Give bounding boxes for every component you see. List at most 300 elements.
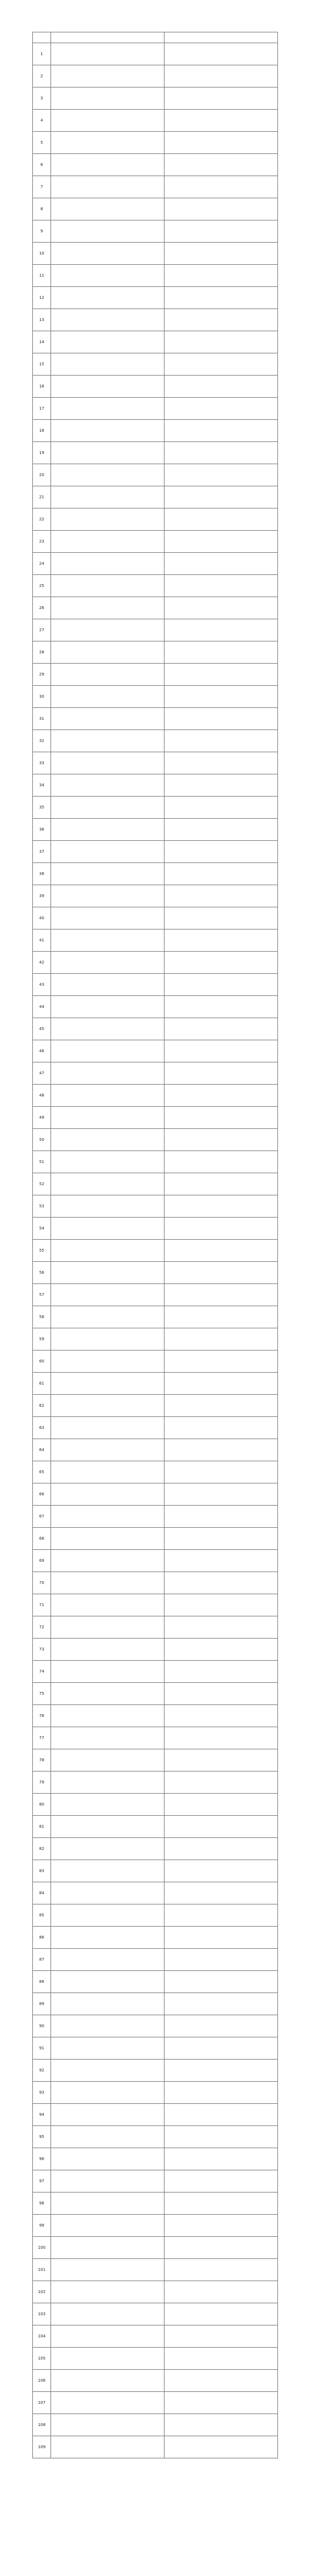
row-number: 96 xyxy=(33,2148,51,2170)
row-location xyxy=(51,1085,165,1107)
table-row xyxy=(33,1284,278,1306)
row-number: 69 xyxy=(33,1550,51,1572)
row-number: 24 xyxy=(33,553,51,575)
row-number: 84 xyxy=(33,1882,51,1904)
row-violation-type xyxy=(165,198,278,220)
table-row xyxy=(33,1306,278,1328)
row-number: 100 xyxy=(33,2237,51,2259)
row-number: 50 xyxy=(33,1129,51,1151)
row-number: 22 xyxy=(33,508,51,531)
table-row xyxy=(33,575,278,597)
row-location xyxy=(51,353,165,376)
row-violation-type xyxy=(165,2192,278,2215)
table-row xyxy=(33,1328,278,1350)
row-number: 9 xyxy=(33,220,51,243)
row-number: 72 xyxy=(33,1616,51,1639)
row-location xyxy=(51,1882,165,1904)
table-row xyxy=(33,1860,278,1882)
row-number: 82 xyxy=(33,1838,51,1860)
row-violation-type xyxy=(165,2237,278,2259)
row-number: 64 xyxy=(33,1439,51,1461)
row-location xyxy=(51,686,165,708)
row-violation-type xyxy=(165,1395,278,1417)
row-number: 3 xyxy=(33,87,51,110)
row-violation-type xyxy=(165,331,278,353)
row-number: 45 xyxy=(33,1018,51,1040)
table-row xyxy=(33,2148,278,2170)
table-row xyxy=(33,2259,278,2281)
row-location xyxy=(51,2259,165,2281)
row-number: 13 xyxy=(33,309,51,331)
table-row xyxy=(33,553,278,575)
table-row xyxy=(33,2237,278,2259)
row-number: 4 xyxy=(33,110,51,132)
row-violation-type xyxy=(165,265,278,287)
row-location xyxy=(51,1616,165,1639)
row-location xyxy=(51,1860,165,1882)
row-location xyxy=(51,154,165,176)
row-violation-type xyxy=(165,1085,278,1107)
row-violation-type xyxy=(165,885,278,907)
row-number: 11 xyxy=(33,265,51,287)
row-number: 47 xyxy=(33,1062,51,1085)
row-location xyxy=(51,1040,165,1062)
header-number xyxy=(33,32,51,43)
row-violation-type xyxy=(165,1572,278,1594)
row-violation-type xyxy=(165,464,278,486)
row-number: 40 xyxy=(33,907,51,929)
row-violation-type xyxy=(165,2037,278,2060)
row-number: 98 xyxy=(33,2192,51,2215)
table-row xyxy=(33,1971,278,1993)
row-violation-type xyxy=(165,1483,278,1506)
row-location xyxy=(51,331,165,353)
row-number: 19 xyxy=(33,442,51,464)
table-row xyxy=(33,797,278,819)
row-location xyxy=(51,1594,165,1616)
row-location xyxy=(51,2192,165,2215)
row-location xyxy=(51,1506,165,1528)
row-location xyxy=(51,1483,165,1506)
row-number: 10 xyxy=(33,243,51,265)
row-violation-type xyxy=(165,1816,278,1838)
table-row xyxy=(33,708,278,730)
row-location xyxy=(51,2325,165,2348)
row-violation-type xyxy=(165,1284,278,1306)
table-row xyxy=(33,65,278,87)
row-number: 59 xyxy=(33,1328,51,1350)
table-row xyxy=(33,2192,278,2215)
table-row xyxy=(33,2281,278,2303)
row-location xyxy=(51,1350,165,1373)
row-violation-type xyxy=(165,1749,278,1771)
row-number: 79 xyxy=(33,1771,51,1794)
row-violation-type xyxy=(165,797,278,819)
table-row xyxy=(33,1483,278,1506)
row-number: 54 xyxy=(33,1218,51,1240)
row-location xyxy=(51,486,165,508)
row-location xyxy=(51,87,165,110)
table-row xyxy=(33,1417,278,1439)
table-row xyxy=(33,265,278,287)
row-number: 66 xyxy=(33,1483,51,1506)
row-violation-type xyxy=(165,1373,278,1395)
row-location xyxy=(51,2015,165,2037)
row-violation-type xyxy=(165,730,278,752)
row-number: 12 xyxy=(33,287,51,309)
table-row xyxy=(33,176,278,198)
row-violation-type xyxy=(165,1616,278,1639)
row-number: 77 xyxy=(33,1727,51,1749)
row-violation-type xyxy=(165,2104,278,2126)
row-violation-type xyxy=(165,65,278,87)
table-row xyxy=(33,641,278,664)
row-location xyxy=(51,1904,165,1927)
row-violation-type xyxy=(165,1771,278,1794)
row-location xyxy=(51,1262,165,1284)
row-location xyxy=(51,132,165,154)
table-row xyxy=(33,442,278,464)
row-location xyxy=(51,2370,165,2392)
row-violation-type xyxy=(165,1018,278,1040)
row-violation-type xyxy=(165,2060,278,2082)
row-location xyxy=(51,752,165,774)
row-number: 104 xyxy=(33,2325,51,2348)
row-location xyxy=(51,2281,165,2303)
row-violation-type xyxy=(165,1661,278,1683)
row-violation-type xyxy=(165,641,278,664)
row-violation-type xyxy=(165,1439,278,1461)
row-location xyxy=(51,619,165,641)
row-location xyxy=(51,1107,165,1129)
table-row xyxy=(33,597,278,619)
table-row xyxy=(33,376,278,398)
table-row xyxy=(33,309,278,331)
row-number: 56 xyxy=(33,1262,51,1284)
row-location xyxy=(51,309,165,331)
table-row xyxy=(33,1107,278,1129)
row-number: 73 xyxy=(33,1639,51,1661)
row-location xyxy=(51,243,165,265)
row-number: 88 xyxy=(33,1971,51,1993)
row-location xyxy=(51,1240,165,1262)
row-number: 87 xyxy=(33,1949,51,1971)
row-number: 33 xyxy=(33,752,51,774)
row-number: 74 xyxy=(33,1661,51,1683)
row-location xyxy=(51,1218,165,1240)
header-location xyxy=(51,32,165,43)
row-location xyxy=(51,885,165,907)
row-violation-type xyxy=(165,1727,278,1749)
table-row xyxy=(33,2126,278,2148)
row-number: 42 xyxy=(33,952,51,974)
row-violation-type xyxy=(165,929,278,952)
table-row xyxy=(33,1173,278,1195)
row-location xyxy=(51,176,165,198)
row-violation-type xyxy=(165,841,278,863)
row-location xyxy=(51,907,165,929)
row-number: 26 xyxy=(33,597,51,619)
row-violation-type xyxy=(165,2082,278,2104)
row-location xyxy=(51,2392,165,2414)
table-row xyxy=(33,398,278,420)
table-row xyxy=(33,841,278,863)
table-row xyxy=(33,1727,278,1749)
row-number: 38 xyxy=(33,863,51,885)
row-violation-type xyxy=(165,1173,278,1195)
table-row xyxy=(33,220,278,243)
row-violation-type xyxy=(165,1262,278,1284)
row-violation-type xyxy=(165,486,278,508)
table-row xyxy=(33,1262,278,1284)
row-location xyxy=(51,442,165,464)
row-number: 105 xyxy=(33,2348,51,2370)
row-location xyxy=(51,2082,165,2104)
row-violation-type xyxy=(165,508,278,531)
row-violation-type xyxy=(165,87,278,110)
table-row xyxy=(33,464,278,486)
row-location xyxy=(51,1927,165,1949)
row-violation-type xyxy=(165,575,278,597)
row-violation-type xyxy=(165,2148,278,2170)
row-number: 52 xyxy=(33,1173,51,1195)
table-row xyxy=(33,929,278,952)
row-location xyxy=(51,2215,165,2237)
row-number: 5 xyxy=(33,132,51,154)
row-location xyxy=(51,2303,165,2325)
row-location xyxy=(51,974,165,996)
table-row xyxy=(33,863,278,885)
monitoring-table xyxy=(32,32,278,2458)
row-location xyxy=(51,996,165,1018)
row-location xyxy=(51,43,165,65)
row-violation-type xyxy=(165,2215,278,2237)
row-violation-type xyxy=(165,597,278,619)
row-violation-type xyxy=(165,708,278,730)
row-number: 39 xyxy=(33,885,51,907)
table-row xyxy=(33,996,278,1018)
row-location xyxy=(51,198,165,220)
row-location xyxy=(51,575,165,597)
row-number: 93 xyxy=(33,2082,51,2104)
row-location xyxy=(51,1328,165,1350)
row-violation-type xyxy=(165,1794,278,1816)
row-number: 14 xyxy=(33,331,51,353)
table-row xyxy=(33,2060,278,2082)
row-location xyxy=(51,1683,165,1705)
table-row xyxy=(33,1018,278,1040)
row-location xyxy=(51,1816,165,1838)
row-location xyxy=(51,553,165,575)
row-location xyxy=(51,1572,165,1594)
row-violation-type xyxy=(165,1927,278,1949)
row-violation-type xyxy=(165,1882,278,1904)
row-violation-type xyxy=(165,176,278,198)
row-violation-type xyxy=(165,2414,278,2436)
table-row xyxy=(33,1661,278,1683)
row-violation-type xyxy=(165,309,278,331)
row-number: 62 xyxy=(33,1395,51,1417)
row-number: 2 xyxy=(33,65,51,87)
row-violation-type xyxy=(165,686,278,708)
row-number: 58 xyxy=(33,1306,51,1328)
table-row xyxy=(33,1949,278,1971)
row-number: 71 xyxy=(33,1594,51,1616)
row-violation-type xyxy=(165,1971,278,1993)
row-violation-type xyxy=(165,2348,278,2370)
row-number: 80 xyxy=(33,1794,51,1816)
row-violation-type xyxy=(165,154,278,176)
table-row xyxy=(33,1993,278,2015)
row-number: 46 xyxy=(33,1040,51,1062)
table-row xyxy=(33,1040,278,1062)
row-location xyxy=(51,2436,165,2458)
table-row xyxy=(33,353,278,376)
table-row xyxy=(33,952,278,974)
row-number: 55 xyxy=(33,1240,51,1262)
table-row xyxy=(33,287,278,309)
table-row xyxy=(33,1927,278,1949)
row-violation-type xyxy=(165,220,278,243)
row-number: 25 xyxy=(33,575,51,597)
table-row xyxy=(33,1794,278,1816)
table-row xyxy=(33,1594,278,1616)
row-location xyxy=(51,952,165,974)
table-row xyxy=(33,154,278,176)
row-violation-type xyxy=(165,531,278,553)
row-violation-type xyxy=(165,132,278,154)
row-violation-type xyxy=(165,863,278,885)
row-location xyxy=(51,376,165,398)
row-location xyxy=(51,1461,165,1483)
row-violation-type xyxy=(165,774,278,797)
table-row xyxy=(33,1616,278,1639)
row-location xyxy=(51,1661,165,1683)
row-violation-type xyxy=(165,1528,278,1550)
row-location xyxy=(51,2126,165,2148)
row-number: 53 xyxy=(33,1195,51,1218)
row-number: 67 xyxy=(33,1506,51,1528)
row-number: 48 xyxy=(33,1085,51,1107)
row-violation-type xyxy=(165,1328,278,1350)
row-location xyxy=(51,110,165,132)
table-row xyxy=(33,1395,278,1417)
table-row xyxy=(33,2348,278,2370)
row-number: 28 xyxy=(33,641,51,664)
row-number: 17 xyxy=(33,398,51,420)
row-number: 101 xyxy=(33,2259,51,2281)
row-location xyxy=(51,1971,165,1993)
row-violation-type xyxy=(165,907,278,929)
row-number: 109 xyxy=(33,2436,51,2458)
row-number: 97 xyxy=(33,2170,51,2192)
row-location xyxy=(51,730,165,752)
row-number: 102 xyxy=(33,2281,51,2303)
table-row xyxy=(33,2082,278,2104)
table-body xyxy=(33,43,278,2458)
row-violation-type xyxy=(165,287,278,309)
table-row xyxy=(33,1683,278,1705)
table-row xyxy=(33,1838,278,1860)
table-row xyxy=(33,2104,278,2126)
row-location xyxy=(51,1417,165,1439)
row-violation-type xyxy=(165,1904,278,1927)
row-location xyxy=(51,1993,165,2015)
table-row xyxy=(33,1240,278,1262)
table-row xyxy=(33,686,278,708)
row-location xyxy=(51,508,165,531)
table-row xyxy=(33,1062,278,1085)
table-row xyxy=(33,1218,278,1240)
row-location xyxy=(51,929,165,952)
row-violation-type xyxy=(165,1683,278,1705)
row-location xyxy=(51,774,165,797)
row-violation-type xyxy=(165,1949,278,1971)
row-location xyxy=(51,287,165,309)
row-violation-type xyxy=(165,2259,278,2281)
table-row xyxy=(33,110,278,132)
row-violation-type xyxy=(165,2436,278,2458)
row-number: 18 xyxy=(33,420,51,442)
row-number: 108 xyxy=(33,2414,51,2436)
row-number: 41 xyxy=(33,929,51,952)
row-violation-type xyxy=(165,1350,278,1373)
table-row xyxy=(33,1572,278,1594)
row-violation-type xyxy=(165,1639,278,1661)
table-row xyxy=(33,87,278,110)
table-row xyxy=(33,1749,278,1771)
row-location xyxy=(51,2104,165,2126)
row-location xyxy=(51,1639,165,1661)
row-number: 81 xyxy=(33,1816,51,1838)
row-violation-type xyxy=(165,1860,278,1882)
row-number: 16 xyxy=(33,376,51,398)
row-violation-type xyxy=(165,1218,278,1240)
row-number: 85 xyxy=(33,1904,51,1927)
row-violation-type xyxy=(165,1195,278,1218)
row-number: 51 xyxy=(33,1151,51,1173)
row-violation-type xyxy=(165,1240,278,1262)
row-number: 103 xyxy=(33,2303,51,2325)
row-location xyxy=(51,2170,165,2192)
table-row xyxy=(33,2037,278,2060)
table-row xyxy=(33,2370,278,2392)
row-number: 1 xyxy=(33,43,51,65)
row-location xyxy=(51,1838,165,1860)
row-number: 75 xyxy=(33,1683,51,1705)
row-number: 68 xyxy=(33,1528,51,1550)
row-location xyxy=(51,664,165,686)
table-row xyxy=(33,1439,278,1461)
row-violation-type xyxy=(165,442,278,464)
row-location xyxy=(51,1705,165,1727)
row-location xyxy=(51,2037,165,2060)
row-number: 107 xyxy=(33,2392,51,2414)
row-location xyxy=(51,2414,165,2436)
row-number: 83 xyxy=(33,1860,51,1882)
row-violation-type xyxy=(165,2281,278,2303)
row-location xyxy=(51,2148,165,2170)
row-number: 15 xyxy=(33,353,51,376)
row-number: 34 xyxy=(33,774,51,797)
table-row xyxy=(33,1904,278,1927)
row-violation-type xyxy=(165,43,278,65)
row-violation-type xyxy=(165,2392,278,2414)
row-number: 32 xyxy=(33,730,51,752)
row-violation-type xyxy=(165,1306,278,1328)
row-number: 7 xyxy=(33,176,51,198)
table-row xyxy=(33,1373,278,1395)
